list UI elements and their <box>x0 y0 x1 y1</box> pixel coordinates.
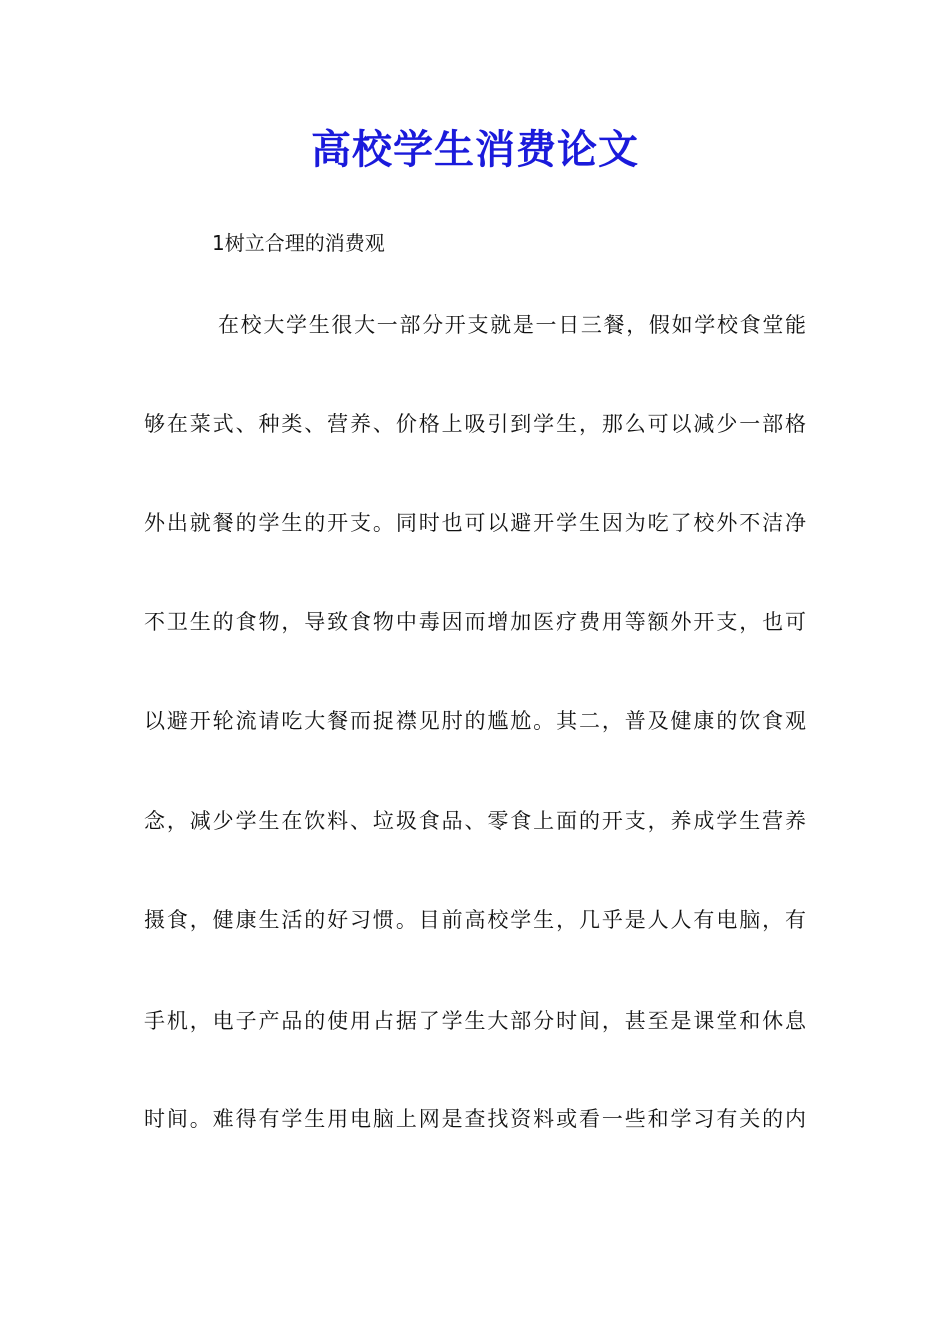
paragraph-line: 外出就餐的学生的开支。同时也可以避开学生因为吃了校外不洁净 <box>144 511 806 535</box>
paragraph-line: 在校大学生很大一部分开支就是一日三餐，假如学校食堂能 <box>218 313 806 337</box>
paragraph-line: 不卫生的食物，导致食物中毒因而增加医疗费用等额外开支，也可 <box>144 610 806 634</box>
paragraph-line: 以避开轮流请吃大餐而捉襟见肘的尴尬。其二，普及健康的饮食观 <box>144 709 806 733</box>
paragraph-line: 念，减少学生在饮料、垃圾食品、零食上面的开支，养成学生营养 <box>144 809 806 833</box>
paragraph-line: 够在菜式、种类、营养、价格上吸引到学生，那么可以减少一部格 <box>144 412 806 436</box>
paragraph-line: 手机，电子产品的使用占据了学生大部分时间，甚至是课堂和休息 <box>144 1009 806 1033</box>
paragraph-line: 摄食，健康生活的好习惯。目前高校学生，几乎是人人有电脑，有 <box>144 908 806 932</box>
section-heading: 1树立合理的消费观 <box>212 231 385 255</box>
document-title: 高校学生消费论文 <box>311 126 639 173</box>
paragraph-line: 时间。难得有学生用电脑上网是查找资料或看一些和学习有关的内 <box>144 1107 806 1131</box>
